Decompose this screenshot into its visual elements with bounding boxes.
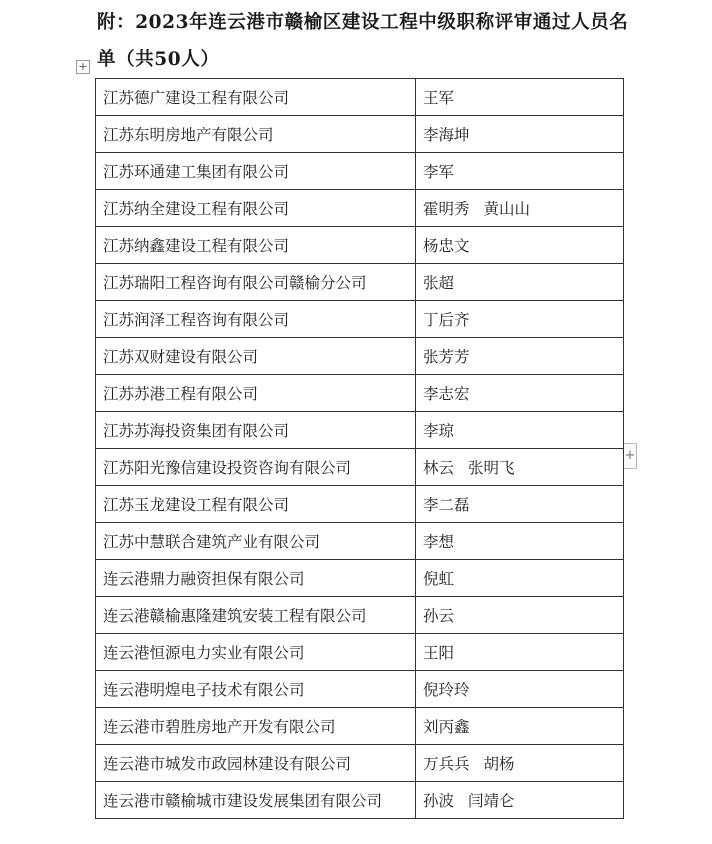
names-cell[interactable] xyxy=(416,116,624,153)
table-row xyxy=(96,523,624,560)
names-cell[interactable] xyxy=(416,597,624,634)
document-title: 附：2023年连云港市赣榆区建设工程中级职称评审通过人员名单（共50人） xyxy=(97,12,629,70)
table-row xyxy=(96,227,624,264)
company-cell[interactable]: 连云港市城发市政园林建设有限公司 xyxy=(96,745,416,782)
names-cell[interactable] xyxy=(416,227,624,264)
table-row xyxy=(96,671,624,708)
table-row xyxy=(96,338,624,375)
company-cell[interactable]: 连云港明煌电子技术有限公司 xyxy=(96,671,416,708)
names-cell[interactable] xyxy=(416,523,624,560)
table-move-handle-icon[interactable]: + xyxy=(76,60,90,74)
table-row xyxy=(96,190,624,227)
company-cell[interactable]: 江苏纳鑫建设工程有限公司 xyxy=(96,227,416,264)
names-cell[interactable] xyxy=(416,634,624,671)
names-cell[interactable] xyxy=(416,449,624,486)
company-cell[interactable]: 江苏中慧联合建筑产业有限公司 xyxy=(96,523,416,560)
person-name: 李海坤 xyxy=(423,126,470,144)
table-row xyxy=(96,449,624,486)
company-cell[interactable]: 江苏玉龙建设工程有限公司 xyxy=(96,486,416,523)
person-name: 孙波 xyxy=(423,792,455,810)
table-row xyxy=(96,782,624,819)
table-row xyxy=(96,301,624,338)
table-row xyxy=(96,264,624,301)
names-cell[interactable] xyxy=(416,560,624,597)
table-row xyxy=(96,153,624,190)
names-cell[interactable] xyxy=(416,745,624,782)
company-cell[interactable]: 江苏双财建设有限公司 xyxy=(96,338,416,375)
company-cell[interactable]: 连云港鼎力融资担保有限公司 xyxy=(96,560,416,597)
table-row xyxy=(96,486,624,523)
names-cell[interactable] xyxy=(416,486,624,523)
person-name: 孙云 xyxy=(423,607,455,625)
names-cell[interactable] xyxy=(416,671,624,708)
person-name: 胡杨 xyxy=(483,755,515,773)
company-cell[interactable]: 江苏德广建设工程有限公司 xyxy=(96,79,416,116)
company-cell[interactable]: 连云港市赣榆城市建设发展集团有限公司 xyxy=(96,782,416,819)
personnel-table xyxy=(95,78,624,819)
names-cell[interactable] xyxy=(416,412,624,449)
table-row xyxy=(96,116,624,153)
company-cell[interactable]: 江苏瑞阳工程咨询有限公司赣榆分公司 xyxy=(96,264,416,301)
person-name: 杨忠文 xyxy=(423,237,470,255)
table-row xyxy=(96,412,624,449)
company-cell[interactable]: 连云港市碧胜房地产开发有限公司 xyxy=(96,708,416,745)
person-name: 倪虹 xyxy=(423,570,455,588)
person-name: 闫靖仑 xyxy=(468,792,515,810)
names-cell[interactable] xyxy=(416,264,624,301)
person-name: 李军 xyxy=(423,163,455,181)
company-cell[interactable]: 江苏阳光豫信建设投资咨询有限公司 xyxy=(96,449,416,486)
table-add-column-icon[interactable]: + xyxy=(623,443,637,469)
table-row xyxy=(96,560,624,597)
person-name: 刘丙鑫 xyxy=(423,718,470,736)
person-name: 张芳芳 xyxy=(423,348,470,366)
person-name: 王阳 xyxy=(423,644,455,662)
person-name: 丁后齐 xyxy=(423,311,470,329)
person-name: 霍明秀 xyxy=(423,200,470,218)
company-cell[interactable]: 连云港恒源电力实业有限公司 xyxy=(96,634,416,671)
company-cell[interactable]: 江苏环通建工集团有限公司 xyxy=(96,153,416,190)
names-cell[interactable] xyxy=(416,782,624,819)
company-cell[interactable]: 江苏苏海投资集团有限公司 xyxy=(96,412,416,449)
names-cell[interactable] xyxy=(416,190,624,227)
names-cell[interactable] xyxy=(416,301,624,338)
names-cell[interactable] xyxy=(416,153,624,190)
person-name: 张明飞 xyxy=(468,459,515,477)
person-name: 李想 xyxy=(423,533,455,551)
person-name: 倪玲玲 xyxy=(423,681,470,699)
person-name: 张超 xyxy=(423,274,455,292)
names-cell[interactable] xyxy=(416,338,624,375)
person-name: 黄山山 xyxy=(483,200,531,218)
company-cell[interactable]: 江苏润泽工程咨询有限公司 xyxy=(96,301,416,338)
person-name: 李二磊 xyxy=(423,496,470,514)
table-row xyxy=(96,634,624,671)
person-name: 李琼 xyxy=(423,422,455,440)
company-cell[interactable]: 江苏东明房地产有限公司 xyxy=(96,116,416,153)
table-row xyxy=(96,375,624,412)
table-row xyxy=(96,79,624,116)
table-row xyxy=(96,597,624,634)
person-name: 林云 xyxy=(423,459,455,477)
company-cell[interactable]: 江苏纳全建设工程有限公司 xyxy=(96,190,416,227)
names-cell[interactable] xyxy=(416,375,624,412)
person-name: 王军 xyxy=(423,89,455,107)
names-cell[interactable] xyxy=(416,708,624,745)
names-cell[interactable] xyxy=(416,79,624,116)
table-row xyxy=(96,708,624,745)
table-row xyxy=(96,745,624,782)
person-name: 李志宏 xyxy=(423,385,470,403)
company-cell[interactable]: 连云港赣榆惠隆建筑安装工程有限公司 xyxy=(96,597,416,634)
company-cell[interactable]: 江苏苏港工程有限公司 xyxy=(96,375,416,412)
person-name: 万兵兵 xyxy=(423,755,470,773)
